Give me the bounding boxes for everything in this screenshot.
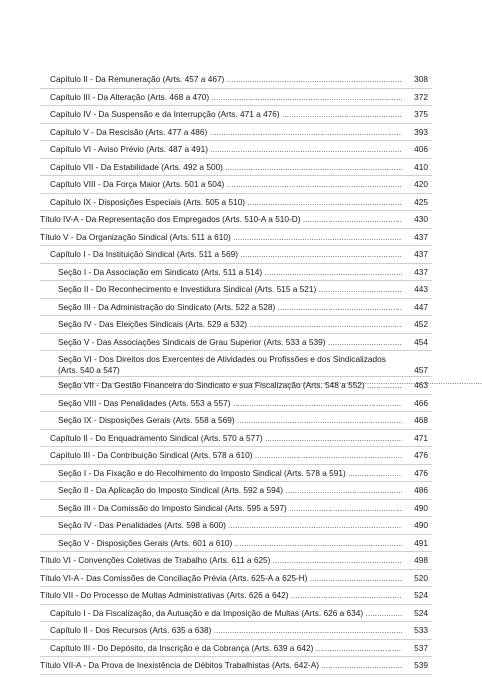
toc-entry	[40, 430, 432, 448]
toc-entry	[40, 159, 432, 177]
toc-entry	[40, 316, 432, 334]
toc-entry	[40, 500, 432, 518]
toc-entry-title	[40, 124, 402, 141]
toc-entry	[40, 211, 432, 229]
toc-entry-text: Capítulo III - Do Depósito, da Inscrição e da Cobrança (Arts. 639 a 642) .....	[50, 643, 402, 653]
toc-entry	[40, 229, 432, 247]
toc-entry-title	[40, 657, 402, 674]
toc-entry-text: Capítulo VIII - Da Força Maior (Arts. 501 a 504) .....	[50, 179, 402, 189]
toc-entry-title	[40, 640, 402, 657]
toc-page-number: 430	[414, 214, 428, 224]
toc-entry	[40, 334, 432, 352]
toc-entry	[40, 351, 432, 377]
toc-page-number: 454	[414, 336, 428, 347]
toc-entry-text: Título VII - Do Processo de Multas Administrativas (Arts. 626 a 642) .....	[40, 590, 402, 600]
toc-entry	[40, 482, 432, 500]
table-of-contents	[40, 71, 432, 675]
toc-entry-title	[40, 281, 402, 298]
toc-entry	[40, 176, 432, 194]
toc-entry-text: Título IV-A - Da Representação dos Empregados (Arts. 510-A a 510-D) .....	[40, 214, 402, 224]
toc-entry	[40, 124, 432, 142]
toc-entry	[40, 246, 432, 264]
toc-page-number: 420	[414, 179, 428, 189]
toc-entry-title	[40, 517, 402, 534]
toc-entry	[40, 622, 432, 640]
toc-entry-text: Capítulo V - Da Rescisão (Arts. 477 a 486) .....	[50, 127, 402, 137]
toc-page-number: 490	[414, 520, 428, 530]
toc-entry-text: Seção IX - Disposições Gerais (Arts. 558 a 569) .....	[58, 415, 402, 425]
toc-page-number: 486	[414, 485, 428, 495]
toc-page-number: 393	[414, 126, 428, 137]
toc-page-number: 476	[414, 467, 428, 478]
toc-entry	[40, 587, 432, 605]
toc-entry-title	[40, 430, 402, 447]
toc-page-number: 463	[414, 380, 428, 390]
toc-entry-title	[40, 605, 402, 622]
toc-entry-title	[40, 552, 402, 569]
toc-entry-title	[40, 159, 402, 176]
toc-entry	[40, 535, 432, 553]
toc-entry	[40, 657, 432, 675]
toc-entry-text: Capítulo I - Da Fiscalização, da Autuação e da Imposição de Multas (Arts. 626 a 634) .....	[50, 608, 402, 618]
toc-entry-title	[40, 447, 402, 464]
toc-entry-title	[40, 176, 402, 193]
toc-entry-text: Seção VIII - Das Penalidades (Arts. 553 a 557) .....	[58, 398, 402, 408]
toc-entry-title	[40, 141, 402, 158]
toc-entry	[40, 640, 432, 658]
toc-entry	[40, 570, 432, 588]
toc-page-number: 539	[414, 660, 428, 670]
toc-page-number: 425	[414, 196, 428, 207]
toc-entry-title	[40, 211, 402, 228]
toc-entry-text: Seção II - Do Reconhecimento e Investidura Sindical (Arts. 515 a 521) .....	[58, 284, 402, 294]
toc-entry-text: Capítulo III - Da Alteração (Arts. 468 a 470) .....	[50, 92, 402, 102]
toc-entry-title	[40, 587, 402, 604]
toc-entry-title	[40, 299, 402, 316]
toc-page-number: 471	[414, 432, 428, 443]
toc-entry-title	[40, 194, 402, 211]
toc-entry-text: Capítulo II - Dos Recursos (Arts. 635 a 638) .....	[50, 625, 402, 635]
toc-entry	[40, 395, 432, 413]
toc-page-number: 375	[414, 109, 428, 119]
toc-entry-text: Capítulo VI - Aviso Prévio (Arts. 487 a 491) .....	[50, 144, 402, 154]
toc-entry	[40, 141, 432, 159]
toc-entry-text: Seção I - Da Fixação e do Recolhimento do Imposto Sindical (Arts. 578 a 591) .....	[58, 468, 402, 478]
toc-entry	[40, 412, 432, 430]
toc-entry-title	[40, 570, 402, 587]
toc-entry-title	[40, 412, 402, 429]
toc-entry	[40, 71, 432, 89]
toc-page-number: 468	[414, 415, 428, 425]
toc-entry-title	[40, 622, 402, 639]
toc-entry	[40, 517, 432, 535]
toc-page-number: 372	[414, 91, 428, 102]
toc-entry-title	[40, 71, 402, 88]
toc-entry-title	[40, 500, 402, 517]
toc-entry	[40, 552, 432, 570]
toc-page-number: 437	[414, 249, 428, 259]
toc-page-number: 447	[414, 301, 428, 312]
toc-entry-text: Capítulo I - Da Instituição Sindical (Arts. 511 a 569) .....	[50, 249, 402, 259]
toc-page-number: 437	[414, 266, 428, 277]
toc-page-number: 524	[414, 590, 428, 600]
toc-entry-title	[40, 264, 402, 281]
toc-page-number: 476	[414, 450, 428, 460]
toc-page-number: 533	[414, 625, 428, 635]
toc-entry	[40, 194, 432, 212]
toc-page-number: 491	[414, 537, 428, 548]
toc-page-number: 308	[414, 74, 428, 84]
toc-entry-text: Seção IV - Das Penalidades (Arts. 598 a 600) .....	[58, 520, 402, 530]
toc-entry-text: Capítulo II - Do Enquadramento Sindical (Arts. 570 a 577) .....	[50, 433, 402, 443]
toc-entry-title	[40, 246, 402, 263]
toc-entry	[40, 465, 432, 483]
toc-entry	[40, 377, 432, 395]
toc-entry-text: Capítulo IV - Da Suspensão e da Interrupção (Arts. 471 a 476) .....	[50, 109, 402, 119]
toc-entry-text: Título VI-A - Das Comissões de Conciliação Prévia (Arts. 625-A a 625-H) .....	[40, 573, 402, 583]
toc-entry-text: Capítulo II - Da Remuneração (Arts. 457 a 467) .....	[50, 74, 402, 84]
toc-page-number: 437	[414, 231, 428, 242]
toc-entry-title	[40, 395, 402, 412]
toc-page-number: 490	[414, 502, 428, 513]
toc-entry-text: Seção V - Das Associações Sindicais de Grau Superior (Arts. 533 a 539) .....	[58, 337, 402, 347]
toc-page-number: 537	[414, 642, 428, 653]
toc-entry-text: Seção II - Da Aplicação do Imposto Sindical (Arts. 592 a 594) .....	[58, 485, 402, 495]
toc-page-number: 524	[414, 607, 428, 618]
toc-entry-text: Seção VII - Da Gestão Financeira do Sindicato e sua Fiscalização (Arts. 548 a 552) .....	[58, 380, 402, 390]
toc-entry-title	[40, 482, 402, 499]
toc-entry-text: Seção I - Da Associação em Sindicato (Arts. 511 a 514) .....	[58, 267, 402, 277]
toc-entry-text: Título VI - Convenções Coletivas de Trabalho (Arts. 611 a 625) .....	[40, 555, 402, 565]
toc-page-number: 498	[414, 555, 428, 565]
toc-entry-text: Seção VI - Dos Direitos dos Exercentes de Atividades ou Profissões e dos Sindicalizados (Arts. 540 a 547) .....	[58, 354, 482, 386]
toc-entry-title	[40, 229, 402, 246]
toc-entry-title	[40, 316, 402, 333]
toc-entry-title	[40, 535, 402, 552]
toc-entry-text: Seção III - Da Administração do Sindicato (Arts. 522 a 528) .....	[58, 302, 402, 312]
toc-entry-text: Capítulo III - Da Contribuição Sindical (Arts. 578 a 610) .....	[50, 450, 402, 460]
toc-entry-text: Título V - Da Organização Sindical (Arts. 511 a 610) .....	[40, 232, 402, 242]
toc-page-number: 452	[414, 319, 428, 329]
toc-entry-text: Seção IV - Das Eleições Sindicais (Arts. 529 a 532) .....	[58, 319, 402, 329]
toc-entry-text: Seção V - Disposições Gerais (Arts. 601 a 610) .....	[58, 538, 402, 548]
toc-entry-title	[40, 377, 402, 394]
toc-entry-text: Capítulo IX - Disposições Especiais (Arts. 505 a 510) .....	[50, 197, 402, 207]
toc-entry	[40, 605, 432, 623]
toc-entry	[40, 281, 432, 299]
toc-entry-title	[40, 465, 402, 482]
toc-entry	[40, 264, 432, 282]
toc-entry	[40, 299, 432, 317]
toc-page-number: 443	[414, 284, 428, 294]
toc-entry-text: Capítulo VII - Da Estabilidade (Arts. 492 a 500) .....	[50, 162, 402, 172]
toc-page-number: 406	[414, 144, 428, 154]
toc-entry	[40, 89, 432, 107]
toc-entry-text: Título VII-A - Da Prova de Inexistência de Débitos Trabalhistas (Arts. 642-A) .....	[40, 660, 402, 670]
toc-entry-title	[40, 334, 402, 351]
toc-page-number: 457	[414, 365, 428, 375]
toc-entry-title	[40, 89, 402, 106]
toc-entry-text: Seção III - Da Comissão do Imposto Sindical (Arts. 595 a 597) .....	[58, 503, 402, 513]
toc-entry-title	[40, 106, 402, 123]
toc-entry	[40, 106, 432, 124]
toc-page-number: 466	[414, 397, 428, 408]
toc-page-number: 410	[414, 161, 428, 172]
toc-entry	[40, 447, 432, 465]
toc-page-number: 520	[414, 572, 428, 583]
